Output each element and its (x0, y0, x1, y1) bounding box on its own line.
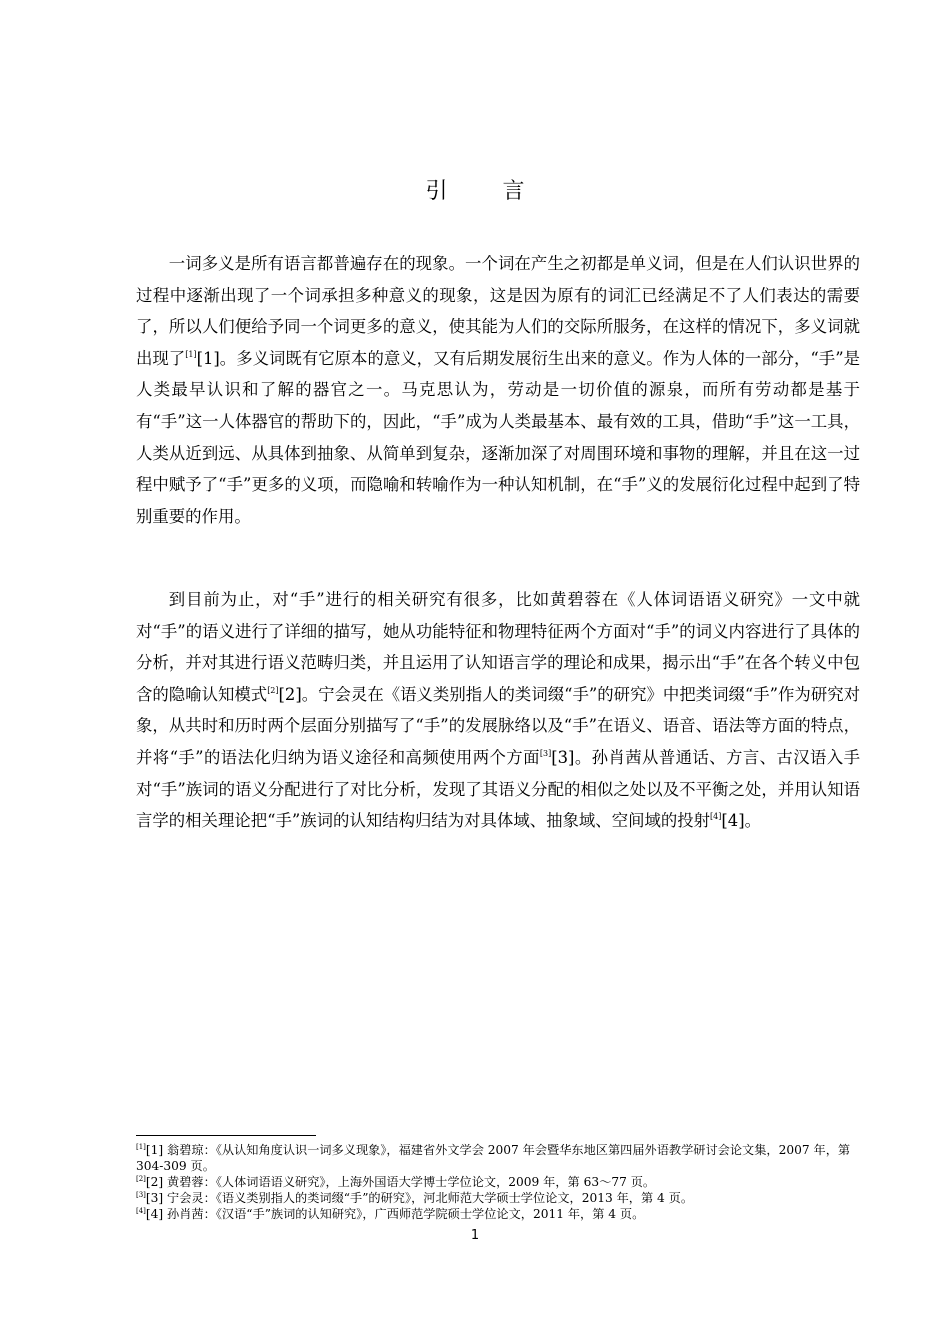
citation-superscript-3[interactable]: [3] (539, 748, 552, 758)
citation-marker-1: [1] (196, 348, 220, 368)
paragraph-text (136, 248, 860, 532)
citation-superscript-4[interactable]: [4] (710, 812, 722, 822)
intro-paragraph-2 (136, 584, 860, 837)
footnote-2 (136, 1174, 860, 1190)
citation-superscript-1[interactable]: [1] (185, 349, 197, 359)
page-number: 1 (470, 1228, 480, 1243)
citation-marker-4: [4] (721, 811, 745, 831)
paragraph-2-text-a: 到目前为止，对“手”进行的相关研究有很多，比如黄碧蓉在《人体词语语义研究》一文中就对“手”的语义进行了详细的描写，她从功能特征和物理特征两个方面对“手”的词义内容进行了具体的分析，并对其进行语义范畴归类，并且运用了认知语言学的理论和成果，揭示出“手”在各个转义中包含的隐喻认知模式 (136, 590, 860, 704)
paragraph-text (136, 584, 860, 837)
page-title: 引 言 (425, 179, 549, 204)
paragraph-2-text-d: 。 (744, 811, 761, 831)
footnote-2-marker: [2] (136, 1175, 146, 1183)
intro-paragraph-1 (136, 248, 860, 532)
footnote-3 (136, 1190, 860, 1206)
footnote-4 (136, 1206, 860, 1222)
citation-marker-3: [3] (551, 747, 575, 767)
footnote-divider (136, 1135, 316, 1136)
footnote-1 (136, 1142, 860, 1174)
footnote-4-text: [4] 孙肖茜：《汉语“手”族词的认知研究》，广西师范学院硕士学位论文，2011 年，第 4 页。 (145, 1207, 645, 1221)
paragraph-2-text-b: 。宁会灵在《语义类别指人的类词缀“手”的研究》中把类词缀“手”作为研究对象，从共时和历时两个层面分别描写了“手”的发展脉络以及“手”在语义、语音、语法等方面的特点，并将“手”的语法化归纳为语义途径和高频使用两个方面 (136, 684, 861, 767)
footnote-2-text: [2] 黄碧蓉：《人体词语语义研究》，上海外国语大学博士学位论文，2009 年，第 63～77 页。 (145, 1175, 656, 1189)
footnote-1-marker: [1] (136, 1143, 146, 1151)
citation-marker-2: [2] (278, 684, 302, 704)
paragraph-2-text-c: 。孙肖茜从普通话、方言、古汉语入手对“手”族词的语义分配进行了对比分析，发现了其语义分配的相似之处以及不平衡之处，并用认知语言学的相关理论把“手”族词的认知结构归结为对具体域、抽象域、空间域的投射 (136, 747, 860, 831)
footnote-3-text: [3] 宁会灵：《语义类别指人的类词缀“手”的研究》，河北师范大学硕士学位论文，2013 年，第 4 页。 (145, 1191, 694, 1205)
paragraph-1-text-a: 一词多义是所有语言都普遍存在的现象。一个词在产生之初都是单义词，但是在人们认识世界的过程中逐渐出现了一个词承担多种意义的现象，这是因为原有的词汇已经满足不了人们表达的需要了，所以人们便给予同一个词更多的意义，使其能为人们的交际所服务，在这样的情况下，多义词就出现了 (136, 254, 860, 368)
footnote-4-marker: [4] (136, 1207, 146, 1215)
footnotes-section (136, 1142, 860, 1222)
footnote-1-text: [1] 翁碧琼：《从认知角度认识一词多义现象》，福建省外文学会 2007 年会暨华东地区第四届外语教学研讨会论文集，2007 年，第 304-309 页。 (136, 1143, 851, 1173)
footnote-3-marker: [3] (136, 1191, 146, 1199)
paragraph-1-text-b: 。多义词既有它原本的意义，又有后期发展衍生出来的意义。作为人体的一部分，“手”是人类最早认识和了解的器官之一。马克思认为，劳动是一切价值的源泉，而所有劳动都是基于有“手”这一人体器官的帮助下的，因此，“手”成为人类最基本、最有效的工具，借助“手”这一工具，人类从近到远、从具体到抽象、从简单到复杂，逐渐加深了对周围环境和事物的理解，并且在这一过程中赋予了“手”更多的义项，而隐喻和转喻作为一种认知机制，在“手”义的发展衍化过程中起到了特别重要的作用。 (136, 348, 860, 526)
citation-superscript-2[interactable]: [2] (267, 685, 279, 695)
